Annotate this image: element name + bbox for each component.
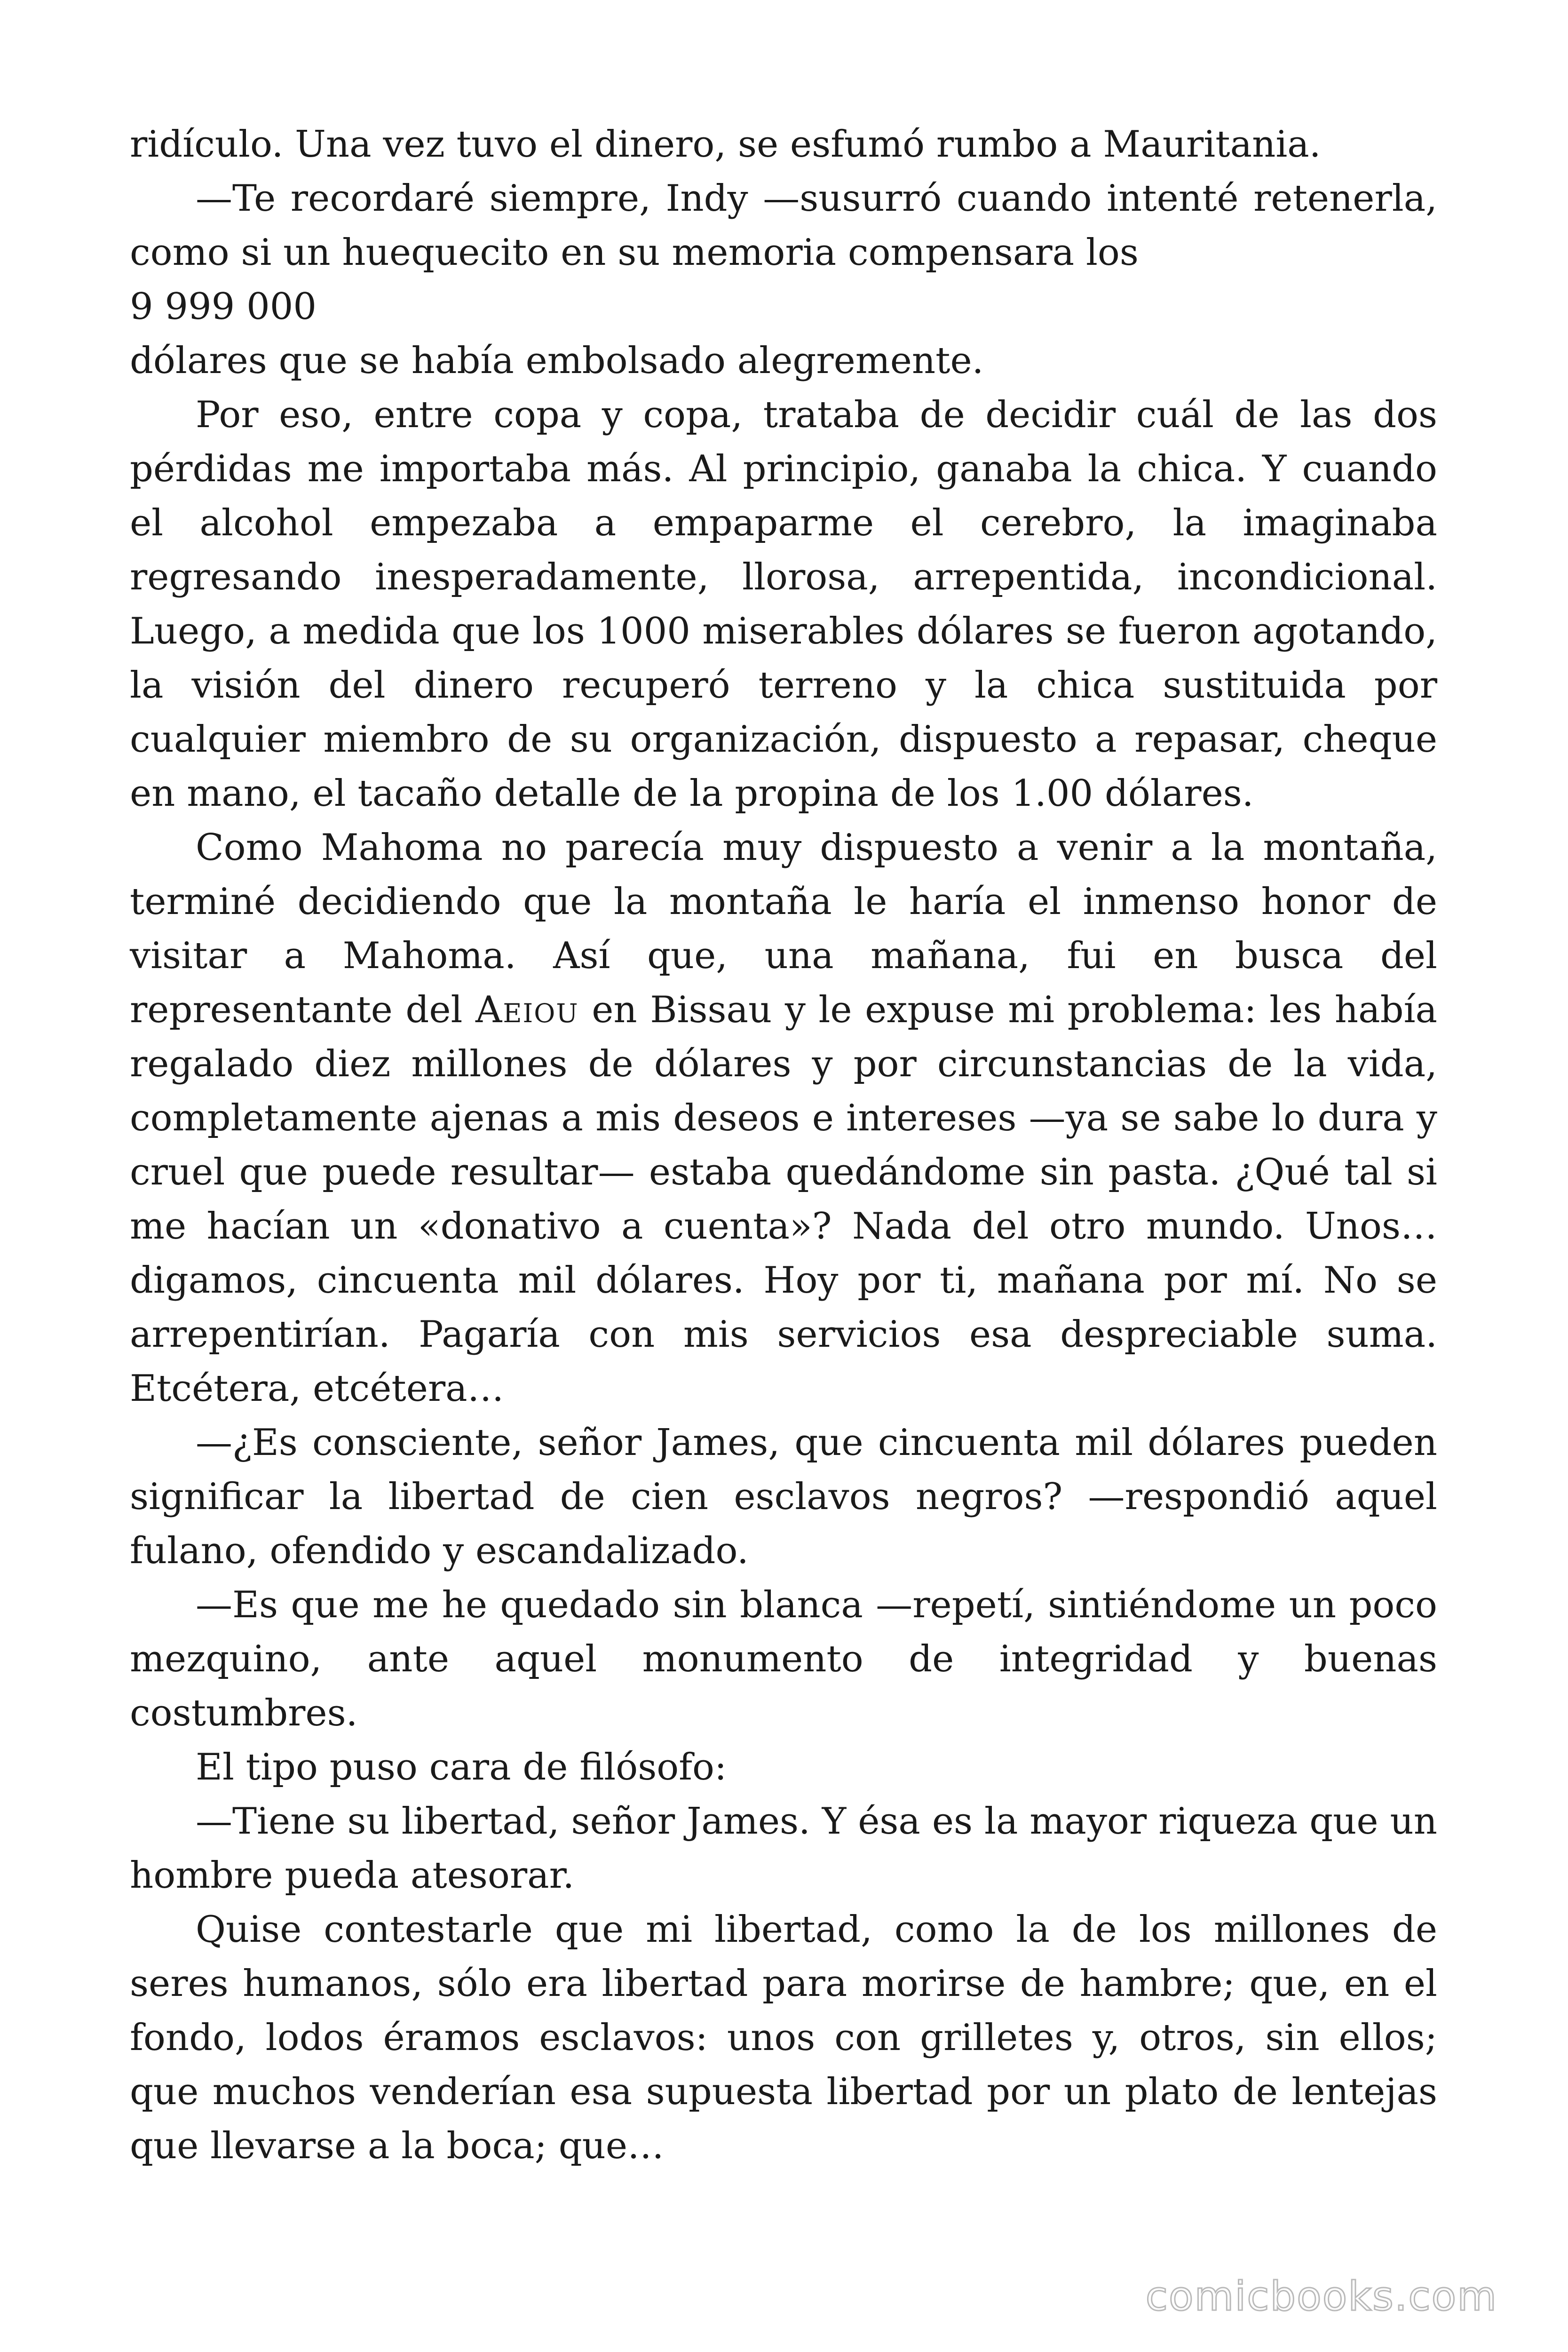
paragraph-5-text: —¿Es consciente, señor James, que cincuenta mil dólares pueden significar la libertad de cien esclavos negros? —respondió aquel fulano, ofendido y escandalizado. (130, 1422, 1437, 1572)
paragraph-2 (130, 172, 1437, 280)
paragraph-5 (130, 1416, 1437, 1578)
paragraph-1-text: ridículo. Una vez tuvo el dinero, se esfumó rumbo a Mauritania. (130, 123, 1321, 166)
paragraph-4-text-a: Como Mahoma no parecía muy dispuesto a venir a la montaña, terminé decidiendo que la montaña le haría el inmenso honor de visitar a Mahoma. Así que, una mañana, fui en busca del representante del (130, 826, 1437, 1031)
paragraph-2-text-c: dólares que se había embolsado alegremente. (130, 340, 984, 382)
paragraph-6-text: —Es que me he quedado sin blanca —repetí, sintiéndome un poco mezquino, ante aquel monumento de integridad y buenas costumbres. (130, 1584, 1437, 1734)
organization-name: Aeiou (475, 989, 579, 1031)
paragraph-4 (130, 821, 1437, 1416)
paragraph-6 (130, 1578, 1437, 1740)
paragraph-9 (130, 1903, 1437, 2173)
paragraph-2-text-a: —Te recordaré siempre, Indy —susurró cuando intenté retenerla, como si un huequecito en su memoria compensara los (130, 177, 1437, 274)
body-text (130, 118, 1437, 2173)
paragraph-4-text-b: en Bissau y le expuse mi problema: les había regalado diez millones de dólares y por circunstancias de la vida, completamente ajenas a mis deseos e intereses —ya se sabe lo dura y cruel que puede resultar— estaba quedándome sin pasta. ¿Qué tal si me hacían un «donativo a cuenta»? Nada del otro mundo. Unos… digamos, cincuenta mil dólares. Hoy por ti, mañana por mí. No se arrepentirían. Pagaría con mis servicios esa despreciable suma. Etcétera, etcétera… (130, 989, 1438, 1410)
paragraph-3-text: Por eso, entre copa y copa, trataba de decidir cuál de las dos pérdidas me importaba más. Al principio, ganaba la chica. Y cuando el alcohol empezaba a empaparme el cerebro, la imaginaba regresando inesperadamente, llorosa, arrepentida, incondicional. Luego, a medida que los 1000 miserables dólares se fueron agotando, la visión del dinero recuperó terreno y la chica sustituida por cualquier miembro de su organización, dispuesto a repasar, cheque en mano, el tacaño detalle de la propina de los 1.00 dólares. (130, 394, 1437, 815)
paragraph-2-continued (130, 334, 1437, 388)
paragraph-8-text: —Tiene su libertad, señor James. Y ésa es la mayor riqueza que un hombre pueda atesorar. (130, 1800, 1437, 1897)
paragraph-7-text: El tipo puso cara de filósofo: (196, 1746, 727, 1788)
paragraph-7 (130, 1740, 1437, 1795)
paragraph-3 (130, 388, 1437, 821)
paragraph-2-amount: 9 999 000 (130, 286, 317, 328)
paragraph-8 (130, 1795, 1437, 1903)
paragraph-1 (130, 118, 1437, 172)
paragraph-9-text: Quise contestarle que mi libertad, como la de los millones de seres humanos, sólo era libertad para morirse de hambre; que, en el fondo, lodos éramos esclavos: unos con grilletes y, otros, sin ellos; que muchos venderían esa supuesta libertad por un plato de lentejas que llevarse a la boca; que… (130, 1908, 1437, 2167)
paragraph-2-number (130, 280, 1437, 334)
watermark: comicbooks.com (1145, 2273, 1497, 2320)
